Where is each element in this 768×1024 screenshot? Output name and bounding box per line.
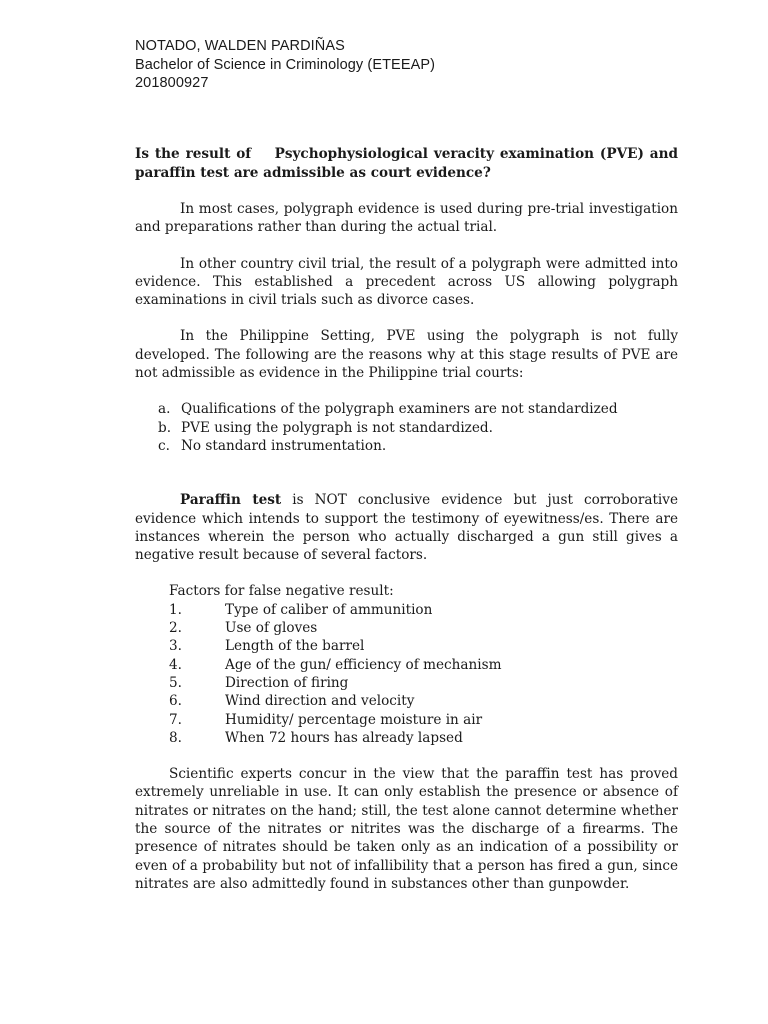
list-item xyxy=(169,656,678,674)
factor-text: Humidity/ percentage moisture in air xyxy=(225,711,483,728)
list-item xyxy=(169,692,678,710)
list-item xyxy=(169,637,678,655)
factor-number: 8. xyxy=(169,729,182,746)
paragraph-philippine-setting: In the Philippine Setting, PVE using the polygraph is not fully developed. The following are the reasons why at this stage results of PVE are not admissible as evidence in the Philippine trial courts: xyxy=(135,328,678,382)
factor-number: 7. xyxy=(169,711,182,728)
reasons-list xyxy=(135,400,678,455)
list-marker: b. xyxy=(158,419,172,436)
factors-section xyxy=(135,582,678,747)
question-heading: Is the result of Psychophysiological veracity examination (PVE) and paraffin test are admissible as court evidence? xyxy=(135,146,683,181)
paragraph-civil-trial: In other country civil trial, the result of a polygraph were admitted into evidence. This established a precedent across US allowing polygraph examinations in civil trials such as divorce cases. xyxy=(135,255,678,309)
factor-number: 5. xyxy=(169,674,182,691)
paraffin-term: Paraffin test xyxy=(180,492,282,509)
paragraph-paraffin-test xyxy=(135,491,678,564)
factor-text: When 72 hours has already lapsed xyxy=(225,729,463,746)
list-item-text: Qualifications of the polygraph examiners are not standardized xyxy=(181,401,618,418)
list-item xyxy=(169,729,678,747)
list-item xyxy=(169,711,678,729)
program-name: Bachelor of Science in Criminology (ETEEAP) xyxy=(135,56,436,73)
paragraph-pretrial: In most cases, polygraph evidence is used during pre-trial investigation and preparations rather than during the actual trial. xyxy=(135,201,678,236)
list-item-text: No standard instrumentation. xyxy=(181,437,387,454)
list-item-text: PVE using the polygraph is not standardized. xyxy=(181,419,493,436)
factor-text: Age of the gun/ efficiency of mechanism xyxy=(225,656,502,673)
document-header xyxy=(135,37,695,93)
factor-text: Direction of firing xyxy=(225,674,349,691)
factor-number: 4. xyxy=(169,656,182,673)
factors-heading: Factors for false negative result: xyxy=(169,583,394,600)
factor-number: 2. xyxy=(169,620,182,637)
list-item xyxy=(169,601,678,619)
list-item xyxy=(158,437,678,455)
list-item xyxy=(169,674,678,692)
student-name: NOTADO, WALDEN PARDIÑAS xyxy=(135,38,345,54)
list-marker: c. xyxy=(158,437,170,454)
paragraph-scientific-experts: Scientific experts concur in the view that the paraffin test has proved extremely unreliable in use. It can only establish the presence or absence of nitrates or nitrates on the hand; still, the test alone cannot determine whether the source of the nitrates or nitrites was the discharge of a firearms. The presence of nitrates should be taken only as an indication of a possibility or even of a probability but not of infallibility that a person has fired a gun, since nitrates are also admittedly found in substances other than gunpowder. xyxy=(135,766,678,892)
factor-number: 1. xyxy=(169,601,182,618)
list-item xyxy=(158,419,678,437)
factor-number: 3. xyxy=(169,638,182,655)
factor-text: Type of caliber of ammunition xyxy=(225,601,433,618)
list-item xyxy=(158,400,678,418)
list-item xyxy=(169,619,678,637)
factor-text: Length of the barrel xyxy=(225,638,365,655)
document-body xyxy=(135,145,683,893)
list-marker: a. xyxy=(158,401,171,418)
factor-text: Wind direction and velocity xyxy=(225,693,415,710)
student-id: 201800927 xyxy=(135,75,209,91)
factor-text: Use of gloves xyxy=(225,620,318,637)
factor-number: 6. xyxy=(169,693,182,710)
paraffin-text: is NOT conclusive evidence but just corroborative evidence which intends to support the testimony of eyewitness/es. There are instances wherein the person who actually discharged a gun still gives a negative result because of several factors. xyxy=(135,492,678,564)
